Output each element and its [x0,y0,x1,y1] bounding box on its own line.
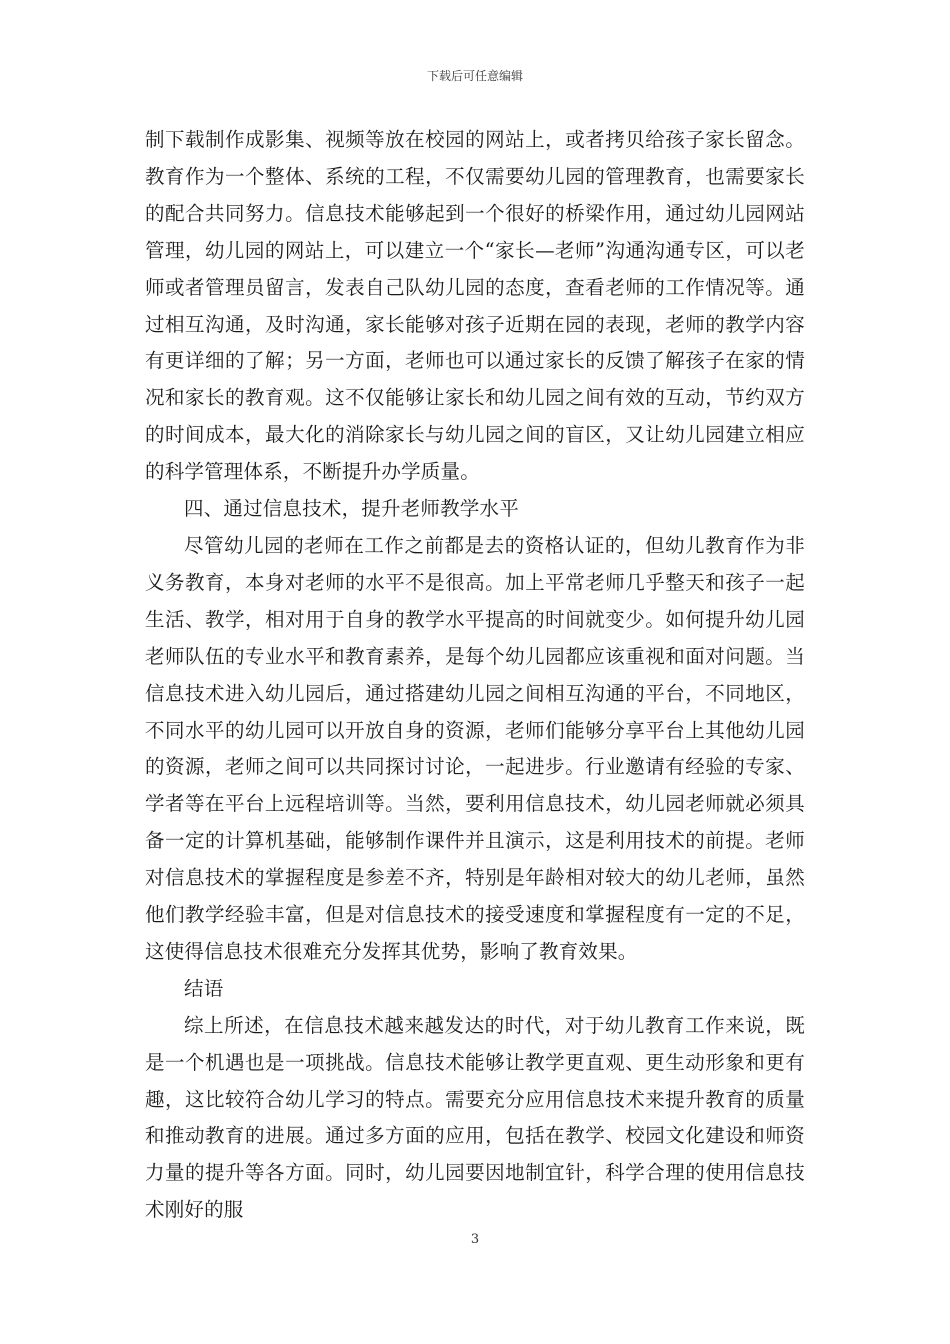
paragraph-intro-continuation: 制下载制作成影集、视频等放在校园的网站上，或者拷贝给孩子家长留念。教育作为一个整体、系统的工程，不仅需要幼儿园的管理教育，也需要家长的配合共同努力。信息技术能够起到一个很好的桥梁作用，通过幼儿园网站管理，幼儿园的网站上，可以建立一个“家长—老师”沟通沟通专区，可以老师或者管理员留言，发表自己队幼儿园的态度，查看老师的工作情况等。通过相互沟通，及时沟通，家长能够对孩子近期在园的表现，老师的教学内容有更详细的了解；另一方面，老师也可以通过家长的反馈了解孩子在家的情况和家长的教育观。这不仅能够让家长和幼儿园之间有效的互动，节约双方的时间成本，最大化的消除家长与幼儿园之间的盲区，又让幼儿园建立相应的科学管理体系，不断提升办学质量。 [145,128,805,484]
page-number: 3 [470,1232,480,1247]
paragraph-teacher-level: 尽管幼儿园的老师在工作之前都是去的资格认证的，但幼儿教育作为非义务教育，本身对老师的水平不是很高。加上平常老师几乎整天和孩子一起生活、教学，相对用于自身的教学水平提高的时间就变少。如何提升幼儿园老师队伍的专业水平和教育素养，是每个幼儿园都应该重视和面对问题。当信息技术进入幼儿园后，通过搭建幼儿园之间相互沟通的平台，不同地区，不同水平的幼儿园可以开放自身的资源，老师们能够分享平台上其他幼儿园的资源，老师之间可以共同探讨讨论，一起进步。行业邀请有经验的专家、学者等在平台上远程培训等。当然，要利用信息技术，幼儿园老师就必须具备一定的计算机基础，能够制作课件并且演示，这是利用技术的前提。老师对信息技术的掌握程度是参差不齐，特别是年龄相对较大的幼儿老师，虽然他们教学经验丰富，但是对信息技术的接受速度和掌握程度有一定的不足，这使得信息技术很难充分发挥其优势，影响了教育效果。 [145,533,805,963]
document-body [145,122,805,1229]
page-header: 下载后可任意编辑 [426,69,523,83]
section-heading-conclusion: 结语 [184,976,224,1000]
section-heading-four: 四、通过信息技术，提升老师教学水平 [184,497,519,521]
paragraph-conclusion: 综上所述，在信息技术越来越发达的时代，对于幼儿教育工作来说，既是一个机遇也是一项挑战。信息技术能够让教学更直观、更生动形象和更有趣，这比较符合幼儿学习的特点。需要充分应用信息技术来提升教育的质量和推动教育的进展。通过多方面的应用，包括在教学、校园文化建设和师资力量的提升等各方面。同时，幼儿园要因地制宜针，科学合理的使用信息技术刚好的服 [145,1013,805,1222]
